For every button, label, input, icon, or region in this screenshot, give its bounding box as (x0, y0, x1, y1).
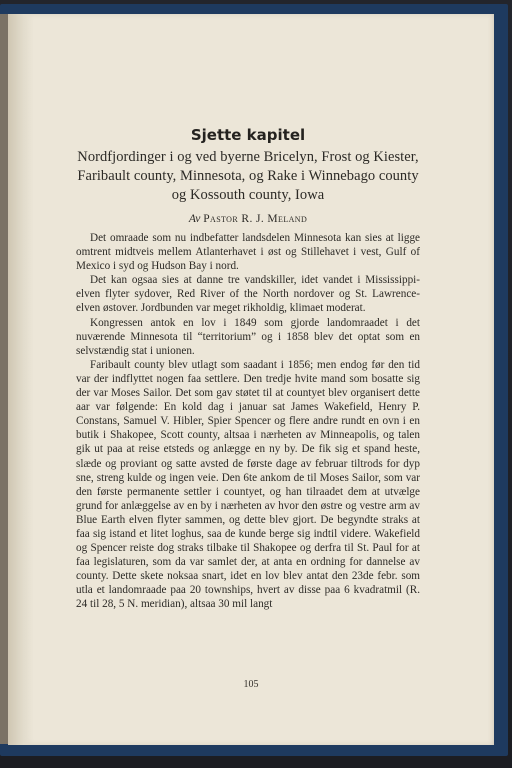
paragraph: Det omraade som nu indbefatter landsdelen Minnesota kan sies at ligge omtrent midtveis mellem Atlanterhavet i øst og Stillehavet i vest, Gulf of Mexico i syd og Hudson Bay i nord. (76, 232, 420, 273)
author-name: Pastor R. J. Meland (203, 213, 308, 225)
cover-edge (0, 14, 8, 744)
author-line (76, 212, 420, 227)
body-text (76, 231, 420, 612)
paragraph: Det kan ogsaa sies at danne tre vandskiller, idet vandet i Mississippi-elven flyter sydover, Red River of the North nordover og St. Lawrence-elven østover. Jordbunden var meget rikholdig, klimaet moderat. (76, 274, 420, 315)
page-content (76, 126, 420, 612)
chapter-title: Sjette kapitel (190, 126, 306, 144)
author-prefix: Av (188, 213, 201, 225)
page-gutter-shadow (8, 14, 34, 745)
page-number: 105 (243, 679, 259, 690)
paragraph: Kongressen antok en lov i 1849 som gjorde landomraadet i det nuværende Minnesota til “territorium” og i 1858 blev det optat som en selvstændig stat i unionen. (76, 316, 420, 357)
paragraph: Faribault county blev utlagt som saadant i 1856; men endog før den tid var der indflyttet nogen faa settlere. Den tredje hvite mand som bosatte sig der var Moses Sailor. Det som gav støtet til at countyet blev organisert dette aar var følgende: En kold dag i januar sat James Wakefield, Henry P. Constans, Samuel V. Hibler, Spier Spencer og flere andre rundt en ovn i en butik i Shakopee, Scott county, altsaa i nærheten av Minneapolis, og talen gik ut paa at reise etsteds og anlægge en ny by. De fik sig et spand heste, slæde og proviant og satte avsted de første dage av februar tiltrods for dyp sne, streng kulde og ingen veie. Den 6te ankom de til Moses Sailor, som var den første permanente settler i countyet, og han tilraadet dem at utvælge grund for anlæggelse av en by i nærheten av hvor den østre og vestre arm av Blue Earth elven flyter sammen, og dette blev gjort. De begyndte straks at faa sig istand et litet loghus, saa de kunde berge sig indtil videre. Wakefield og Spencer reiste dog straks tilbake til Shakopee og derfra til St. Paul for at faa legislaturen, som da var samlet der, at anta en ordning for dannelse av county. Dette skete noksaa snart, idet en lov blev antat den 23de febr. som utla et landomraade paa 20 townships, hvert av disse paa 6 kvadratmil (R. 24 til 28, 5 N. meridian), altsaa 30 mil langt (76, 358, 420, 611)
chapter-subtitle: Nordfjordinger i og ved byerne Bricelyn, Frost og Kiester, Faribault county, Minnesota, og Rake i Winnebago county og Kossouth county, Iowa (77, 149, 419, 203)
